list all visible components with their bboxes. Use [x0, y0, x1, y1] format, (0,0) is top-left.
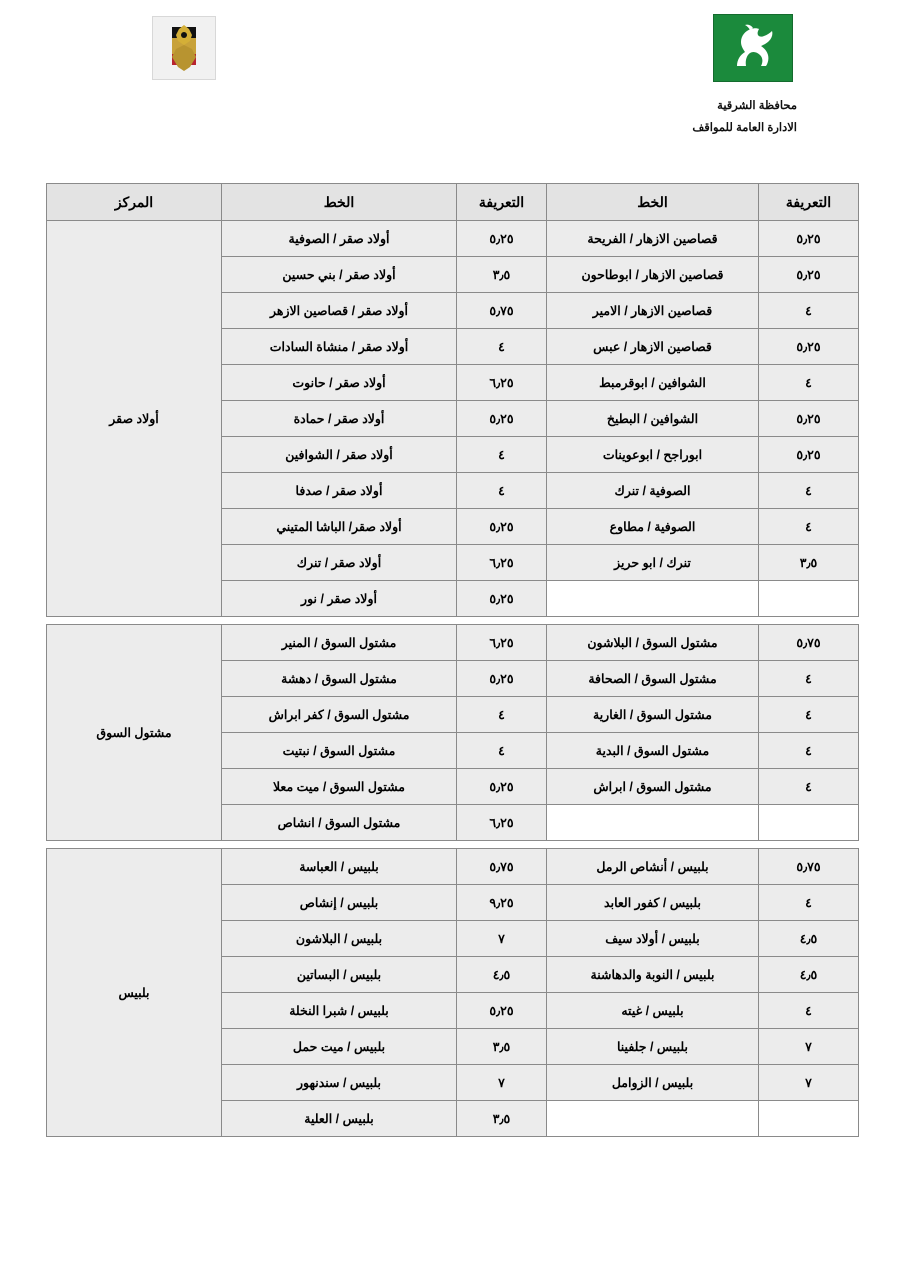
line-cell-secondary: بلبيس / كفور العابد [547, 885, 759, 921]
empty-cell [547, 1101, 759, 1137]
line-cell-primary: مشتول السوق / المنير [222, 625, 457, 661]
fare-cell-primary: ٥٫٢٥ [457, 661, 547, 697]
fare-cell-primary: ٥٫٢٥ [457, 769, 547, 805]
fare-cell-primary: ٣٫٥ [457, 1101, 547, 1137]
table-row [47, 849, 859, 885]
line-cell-secondary: بلبيس / الزوامل [547, 1065, 759, 1101]
fare-cell-primary: ٧ [457, 1065, 547, 1101]
line-cell-primary: بلبيس / شبرا النخلة [222, 993, 457, 1029]
fare-cell-secondary: ٤ [759, 885, 859, 921]
fare-cell-secondary: ٥٫٢٥ [759, 329, 859, 365]
fare-cell-primary: ٥٫٢٥ [457, 509, 547, 545]
empty-cell [547, 805, 759, 841]
line-cell-primary: بلبيس / العباسة [222, 849, 457, 885]
center-name-cell: بلبيس [47, 849, 222, 1137]
line-cell-primary: أولاد صقر / الشوافين [222, 437, 457, 473]
fare-cell-primary: ٥٫٧٥ [457, 849, 547, 885]
group-spacer-cell [47, 841, 859, 849]
line-cell-primary: أولاد صقر / نور [222, 581, 457, 617]
line-cell-primary: مشتول السوق / انشاص [222, 805, 457, 841]
fare-cell-primary: ٦٫٢٥ [457, 625, 547, 661]
line-cell-primary: أولاد صقر / حمادة [222, 401, 457, 437]
line-cell-secondary: بلبيس / غيته [547, 993, 759, 1029]
empty-cell [759, 805, 859, 841]
fare-cell-primary: ٦٫٢٥ [457, 545, 547, 581]
fare-cell-secondary: ٤ [759, 769, 859, 805]
line-cell-secondary: مشتول السوق / البدية [547, 733, 759, 769]
fare-cell-primary: ٣٫٥ [457, 257, 547, 293]
group-spacer-cell [47, 617, 859, 625]
fare-cell-secondary: ٥٫٢٥ [759, 401, 859, 437]
col-header-line-primary: الخط [222, 184, 457, 221]
fare-cell-primary: ٥٫٢٥ [457, 221, 547, 257]
line-cell-secondary: الصوفية / مطاوع [547, 509, 759, 545]
fare-cell-secondary: ٤ [759, 365, 859, 401]
empty-cell [759, 581, 859, 617]
fare-cell-primary: ٥٫٧٥ [457, 293, 547, 329]
fare-cell-secondary: ٥٫٧٥ [759, 849, 859, 885]
line-cell-primary: مشتول السوق / ميت معلا [222, 769, 457, 805]
fare-cell-primary: ٥٫٢٥ [457, 993, 547, 1029]
fare-cell-secondary: ٤٫٥ [759, 921, 859, 957]
line-cell-primary: أولاد صقر / تنرك [222, 545, 457, 581]
fare-cell-primary: ٧ [457, 921, 547, 957]
fare-cell-primary: ٥٫٢٥ [457, 581, 547, 617]
line-cell-primary: بلبيس / سندنهور [222, 1065, 457, 1101]
fare-cell-primary: ٩٫٢٥ [457, 885, 547, 921]
fare-cell-primary: ٦٫٢٥ [457, 805, 547, 841]
line-cell-primary: أولاد صقر/ الباشا المتيني [222, 509, 457, 545]
line-cell-primary: أولاد صقر / صدفا [222, 473, 457, 509]
center-name-cell: مشتول السوق [47, 625, 222, 841]
fare-cell-primary: ٦٫٢٥ [457, 365, 547, 401]
table-row [47, 625, 859, 661]
fare-cell-secondary: ٧ [759, 1065, 859, 1101]
line-cell-secondary: الصوفية / تنرك [547, 473, 759, 509]
page-header [0, 0, 905, 150]
line-cell-primary: بلبيس / إنشاص [222, 885, 457, 921]
line-cell-secondary: بلبيس / جلفينا [547, 1029, 759, 1065]
line-cell-primary: بلبيس / العلية [222, 1101, 457, 1137]
col-header-fare-secondary: التعريفة [759, 184, 859, 221]
line-cell-primary: بلبيس / البساتين [222, 957, 457, 993]
empty-cell [547, 581, 759, 617]
horse-logo-icon [713, 14, 793, 82]
fare-cell-secondary: ٧ [759, 1029, 859, 1065]
line-cell-primary: بلبيس / ميت حمل [222, 1029, 457, 1065]
line-cell-secondary: الشوافين / البطيخ [547, 401, 759, 437]
fare-cell-secondary: ٤ [759, 293, 859, 329]
line-cell-secondary: بلبيس / النوبة والدهاشنة [547, 957, 759, 993]
fare-cell-secondary: ٥٫٢٥ [759, 257, 859, 293]
fare-cell-secondary: ٤ [759, 697, 859, 733]
table-header-row [47, 184, 859, 221]
col-header-fare-primary: التعريفة [457, 184, 547, 221]
fare-cell-secondary: ٤ [759, 993, 859, 1029]
group-spacer-row [47, 841, 859, 849]
fare-cell-secondary: ٥٫٢٥ [759, 221, 859, 257]
line-cell-primary: أولاد صقر / بني حسين [222, 257, 457, 293]
line-cell-secondary: مشتول السوق / البلاشون [547, 625, 759, 661]
fare-cell-primary: ٣٫٥ [457, 1029, 547, 1065]
line-cell-secondary: بلبيس / أولاد سيف [547, 921, 759, 957]
line-cell-primary: مشتول السوق / دهشة [222, 661, 457, 697]
fares-table-body [47, 221, 859, 1137]
line-cell-primary: أولاد صقر / منشاة السادات [222, 329, 457, 365]
fare-cell-secondary: ٥٫٢٥ [759, 437, 859, 473]
line-cell-primary: مشتول السوق / نبتيت [222, 733, 457, 769]
line-cell-secondary: بلبيس / أنشاص الرمل [547, 849, 759, 885]
fare-cell-primary: ٤٫٥ [457, 957, 547, 993]
fare-cell-secondary: ٤ [759, 509, 859, 545]
department-name: الادارة العامة للمواقف [692, 121, 797, 134]
fares-table-container [47, 183, 859, 1137]
table-row [47, 221, 859, 257]
line-cell-secondary: قصاصين الازهار / عبس [547, 329, 759, 365]
line-cell-primary: بلبيس / البلاشون [222, 921, 457, 957]
fare-cell-primary: ٤ [457, 473, 547, 509]
line-cell-primary: أولاد صقر / حانوت [222, 365, 457, 401]
fare-cell-primary: ٤ [457, 733, 547, 769]
fare-cell-secondary: ٥٫٧٥ [759, 625, 859, 661]
line-cell-secondary: قصاصين الازهار / الامير [547, 293, 759, 329]
fare-cell-primary: ٤ [457, 697, 547, 733]
fare-cell-primary: ٥٫٢٥ [457, 401, 547, 437]
line-cell-primary: مشتول السوق / كفر ابراش [222, 697, 457, 733]
governorate-name: محافظة الشرقية [717, 100, 797, 112]
fare-cell-secondary: ٣٫٥ [759, 545, 859, 581]
empty-cell [759, 1101, 859, 1137]
col-header-center: المركز [47, 184, 222, 221]
line-cell-secondary: قصاصين الازهار / الفريحة [547, 221, 759, 257]
line-cell-secondary: الشوافين / ابوقرمبط [547, 365, 759, 401]
header-authority-text [692, 96, 797, 140]
fare-cell-secondary: ٤ [759, 473, 859, 509]
line-cell-secondary: ابوراجح / ابوعوينات [547, 437, 759, 473]
fare-cell-secondary: ٤٫٥ [759, 957, 859, 993]
line-cell-secondary: مشتول السوق / الغارية [547, 697, 759, 733]
eagle-emblem-icon [152, 16, 216, 80]
fare-cell-secondary: ٤ [759, 661, 859, 697]
fare-cell-primary: ٤ [457, 437, 547, 473]
fares-table [46, 183, 859, 1137]
line-cell-primary: أولاد صقر / قصاصين الازهر [222, 293, 457, 329]
line-cell-secondary: مشتول السوق / الصحافة [547, 661, 759, 697]
line-cell-secondary: قصاصين الازهار / ابوطاحون [547, 257, 759, 293]
col-header-line-secondary: الخط [547, 184, 759, 221]
line-cell-secondary: تنرك / ابو حريز [547, 545, 759, 581]
line-cell-secondary: مشتول السوق / ابراش [547, 769, 759, 805]
group-spacer-row [47, 617, 859, 625]
fare-cell-primary: ٤ [457, 329, 547, 365]
fare-cell-secondary: ٤ [759, 733, 859, 769]
line-cell-primary: أولاد صقر / الصوفية [222, 221, 457, 257]
center-name-cell: أولاد صقر [47, 221, 222, 617]
